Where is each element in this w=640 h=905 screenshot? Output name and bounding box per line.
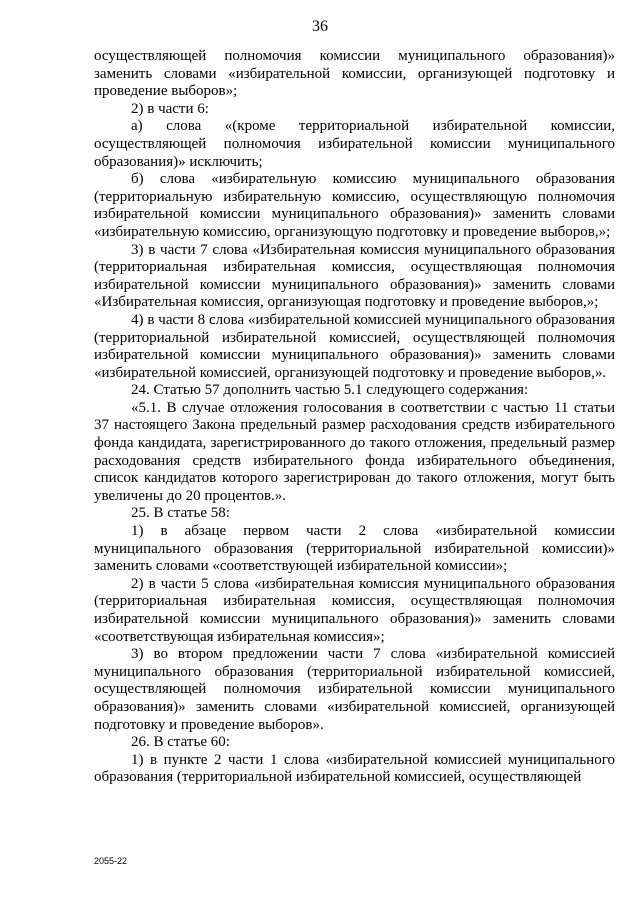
paragraph-item-2: 2) в части 6: — [131, 100, 209, 117]
paragraph-item-26-1: 1) в пункте 2 части 1 слова «избирательной комиссией муниципального образования (территориальной избирательной комиссией, осуществляющей — [94, 751, 615, 786]
paragraph-item-b: б) слова «избирательную комиссию муниципального образования (территориальную избирательную комиссию, осуществляющую полномочия избирательной комиссии муниципального образования)» заменить словами «избирательную комиссию, организующую подготовку и проведение выборов,»; — [94, 171, 615, 240]
paragraph-quote-5-1: «5.1. В случае отложения голосования в соответствии с частью 11 статьи 37 настоящего Закона предельный размер расходования средств избирательного фонда кандидата, зарегистрированного до такого отложения, предельный размер расходования средств избирательного фонда избирательного объединения, список кандидатов которого зарегистрирован до такого отложения, могут быть увеличены до 20 процентов.». — [94, 399, 615, 504]
paragraph-item-24: 24. Статью 57 дополнить частью 5.1 следующего содержания: — [131, 382, 529, 399]
page-number: 36 — [312, 18, 328, 35]
paragraph-continuation: осуществляющей полномочия комиссии муниципального образования)» заменить словами «избирательной комиссии, организующей подготовку и проведение выборов»; — [94, 48, 615, 100]
document-body — [94, 48, 615, 787]
document-code: 2055-22 — [94, 856, 128, 866]
paragraph-item-25-1: 1) в абзаце первом части 2 слова «избирательной комиссии муниципального образования (территориальной избирательной комиссии)» заменить словами «соответствующей избирательной комиссии»; — [94, 523, 615, 575]
paragraph-item-3: 3) в части 7 слова «Избирательная комиссия муниципального образования (территориальная избирательная комиссия, осуществляющая полномочия избирательной комиссии муниципального образования)» заменить словами «Избирательная комиссия, организующая подготовку и проведение выборов,»; — [94, 241, 615, 311]
paragraph-item-4: 4) в части 8 слова «избирательной комиссией муниципального образования (территориальной избирательной комиссией, осуществляющей полномочия избирательной комиссии муниципального образования)» заменить словами «избирательной комиссией, организующей подготовку и проведение выборов,». — [94, 311, 615, 381]
paragraph-item-26: 26. В статье 60: — [131, 734, 230, 751]
paragraph-item-25-2: 2) в части 5 слова «избирательная комиссия муниципального образования (территориальная избирательная комиссия, осуществляющая полномочия избирательной комиссии муниципального образования)» заменить словами «соответствующая избирательная комиссия»; — [94, 575, 615, 645]
paragraph-item-a: а) слова «(кроме территориальной избирательной комиссии, осуществляющей полномочия избирательной комиссии муниципального образования)» исключить; — [94, 118, 615, 170]
paragraph-item-25-3: 3) во втором предложении части 7 слова «избирательной комиссией муниципального образования (территориальной избирательной комиссией, осуществляющей полномочия избирательной комиссии муниципального образования)» заменить словами «избирательной комиссией, организующей подготовку и проведение выборов». — [94, 646, 615, 733]
paragraph-item-25: 25. В статье 58: — [131, 505, 230, 522]
